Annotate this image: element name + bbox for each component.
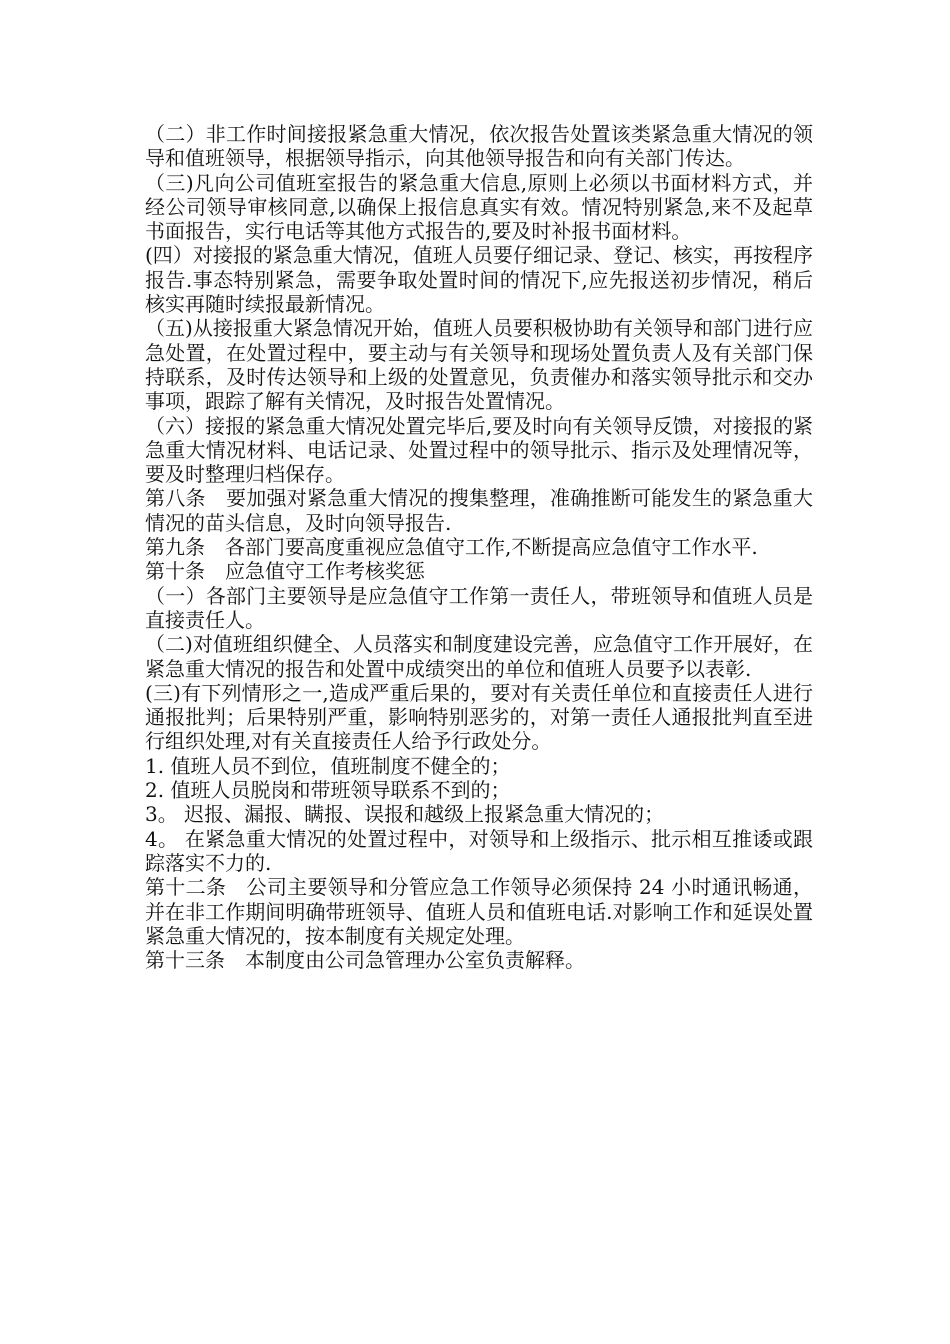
article-9: 第九条 各部门要高度重视应急值守工作,不断提高应急值守工作水平.	[145, 535, 758, 560]
document-body	[145, 122, 813, 972]
list-item-4: 4。 在紧急重大情况的处置过程中，对领导和上级指示、批示相互推诿或跟踪落实不力的.	[145, 826, 813, 875]
list-item-2: 2. 值班人员脱岗和带班领导联系不到的；	[145, 778, 511, 803]
article-8: 第八条 要加强对紧急重大情况的搜集整理，准确推断可能发生的紧急重大情况的苗头信息，及时向领导报告.	[145, 486, 813, 535]
paragraph-2-nonworking-hours: （二）非工作时间接报紧急重大情况，依次报告处置该类紧急重大情况的领导和值班领导，根据领导指示，向其他领导报告和向有关部门传达。	[145, 122, 813, 171]
list-item-3: 3。 迟报、漏报、瞒报、误报和越级上报紧急重大情况的；	[145, 802, 665, 827]
list-item-1: 1. 值班人员不到位，值班制度不健全的；	[145, 753, 511, 778]
paragraph-4-record-verify: (四）对接报的紧急重大情况，值班人员要仔细记录、登记、核实，再按程序报告.事态特别紧急，需要争取处置时间的情况下,应先报送初步情况，稍后核实再随时续报最新情况。	[145, 243, 813, 317]
article-10-item-1: （一）各部门主要领导是应急值守工作第一责任人，带班领导和值班人员是直接责任人。	[145, 583, 813, 632]
article-13: 第十三条 本制度由公司急管理办公室负责解释。	[145, 948, 585, 973]
article-10-item-2: （二)对值班组织健全、人员落实和制度建设完善，应急值守工作开展好，在紧急重大情况的报告和处置中成绩突出的单位和值班人员要予以表彰.	[145, 632, 813, 681]
paragraph-6-feedback-archive: （六）接报的紧急重大情况处置完毕后,要及时向有关领导反馈，对接报的紧急重大情况材料、电话记录、处置过程中的领导批示、指示及处理情况等，要及时整理归档保存。	[145, 413, 813, 487]
article-12: 第十二条 公司主要领导和分管应急工作领导必须保持 24 小时通讯畅通，并在非工作期间明确带班领导、值班人员和值班电话.对影响工作和延误处置紧急重大情况的，按本制度有关规定处理。	[145, 875, 813, 948]
article-10-item-3: (三)有下列情形之一,造成严重后果的，要对有关责任单位和直接责任人进行通报批判；后果特别严重，影响特别恶劣的，对第一责任人通报批判直至进行组织处理,对有关直接责任人给予行政处分。	[145, 680, 813, 754]
paragraph-5-emergency-handling: （五)从接报重大紧急情况开始，值班人员要积极协助有关领导和部门进行应急处置，在处置过程中，要主动与有关领导和现场处置负责人及有关部门保持联系，及时传达领导和上级的处置意见，负责催办和落实领导批示和交办事项，跟踪了解有关情况，及时报告处置情况。	[145, 316, 813, 414]
article-10-heading: 第十条 应急值守工作考核奖惩	[145, 559, 425, 584]
paragraph-3-written-report: （三)凡向公司值班室报告的紧急重大信息,原则上必须以书面材料方式，并经公司领导审核同意,以确保上报信息真实有效。情况特别紧急,来不及起草书面报告，实行电话等其他方式报告的,要及时补报书面材料。	[145, 170, 813, 244]
